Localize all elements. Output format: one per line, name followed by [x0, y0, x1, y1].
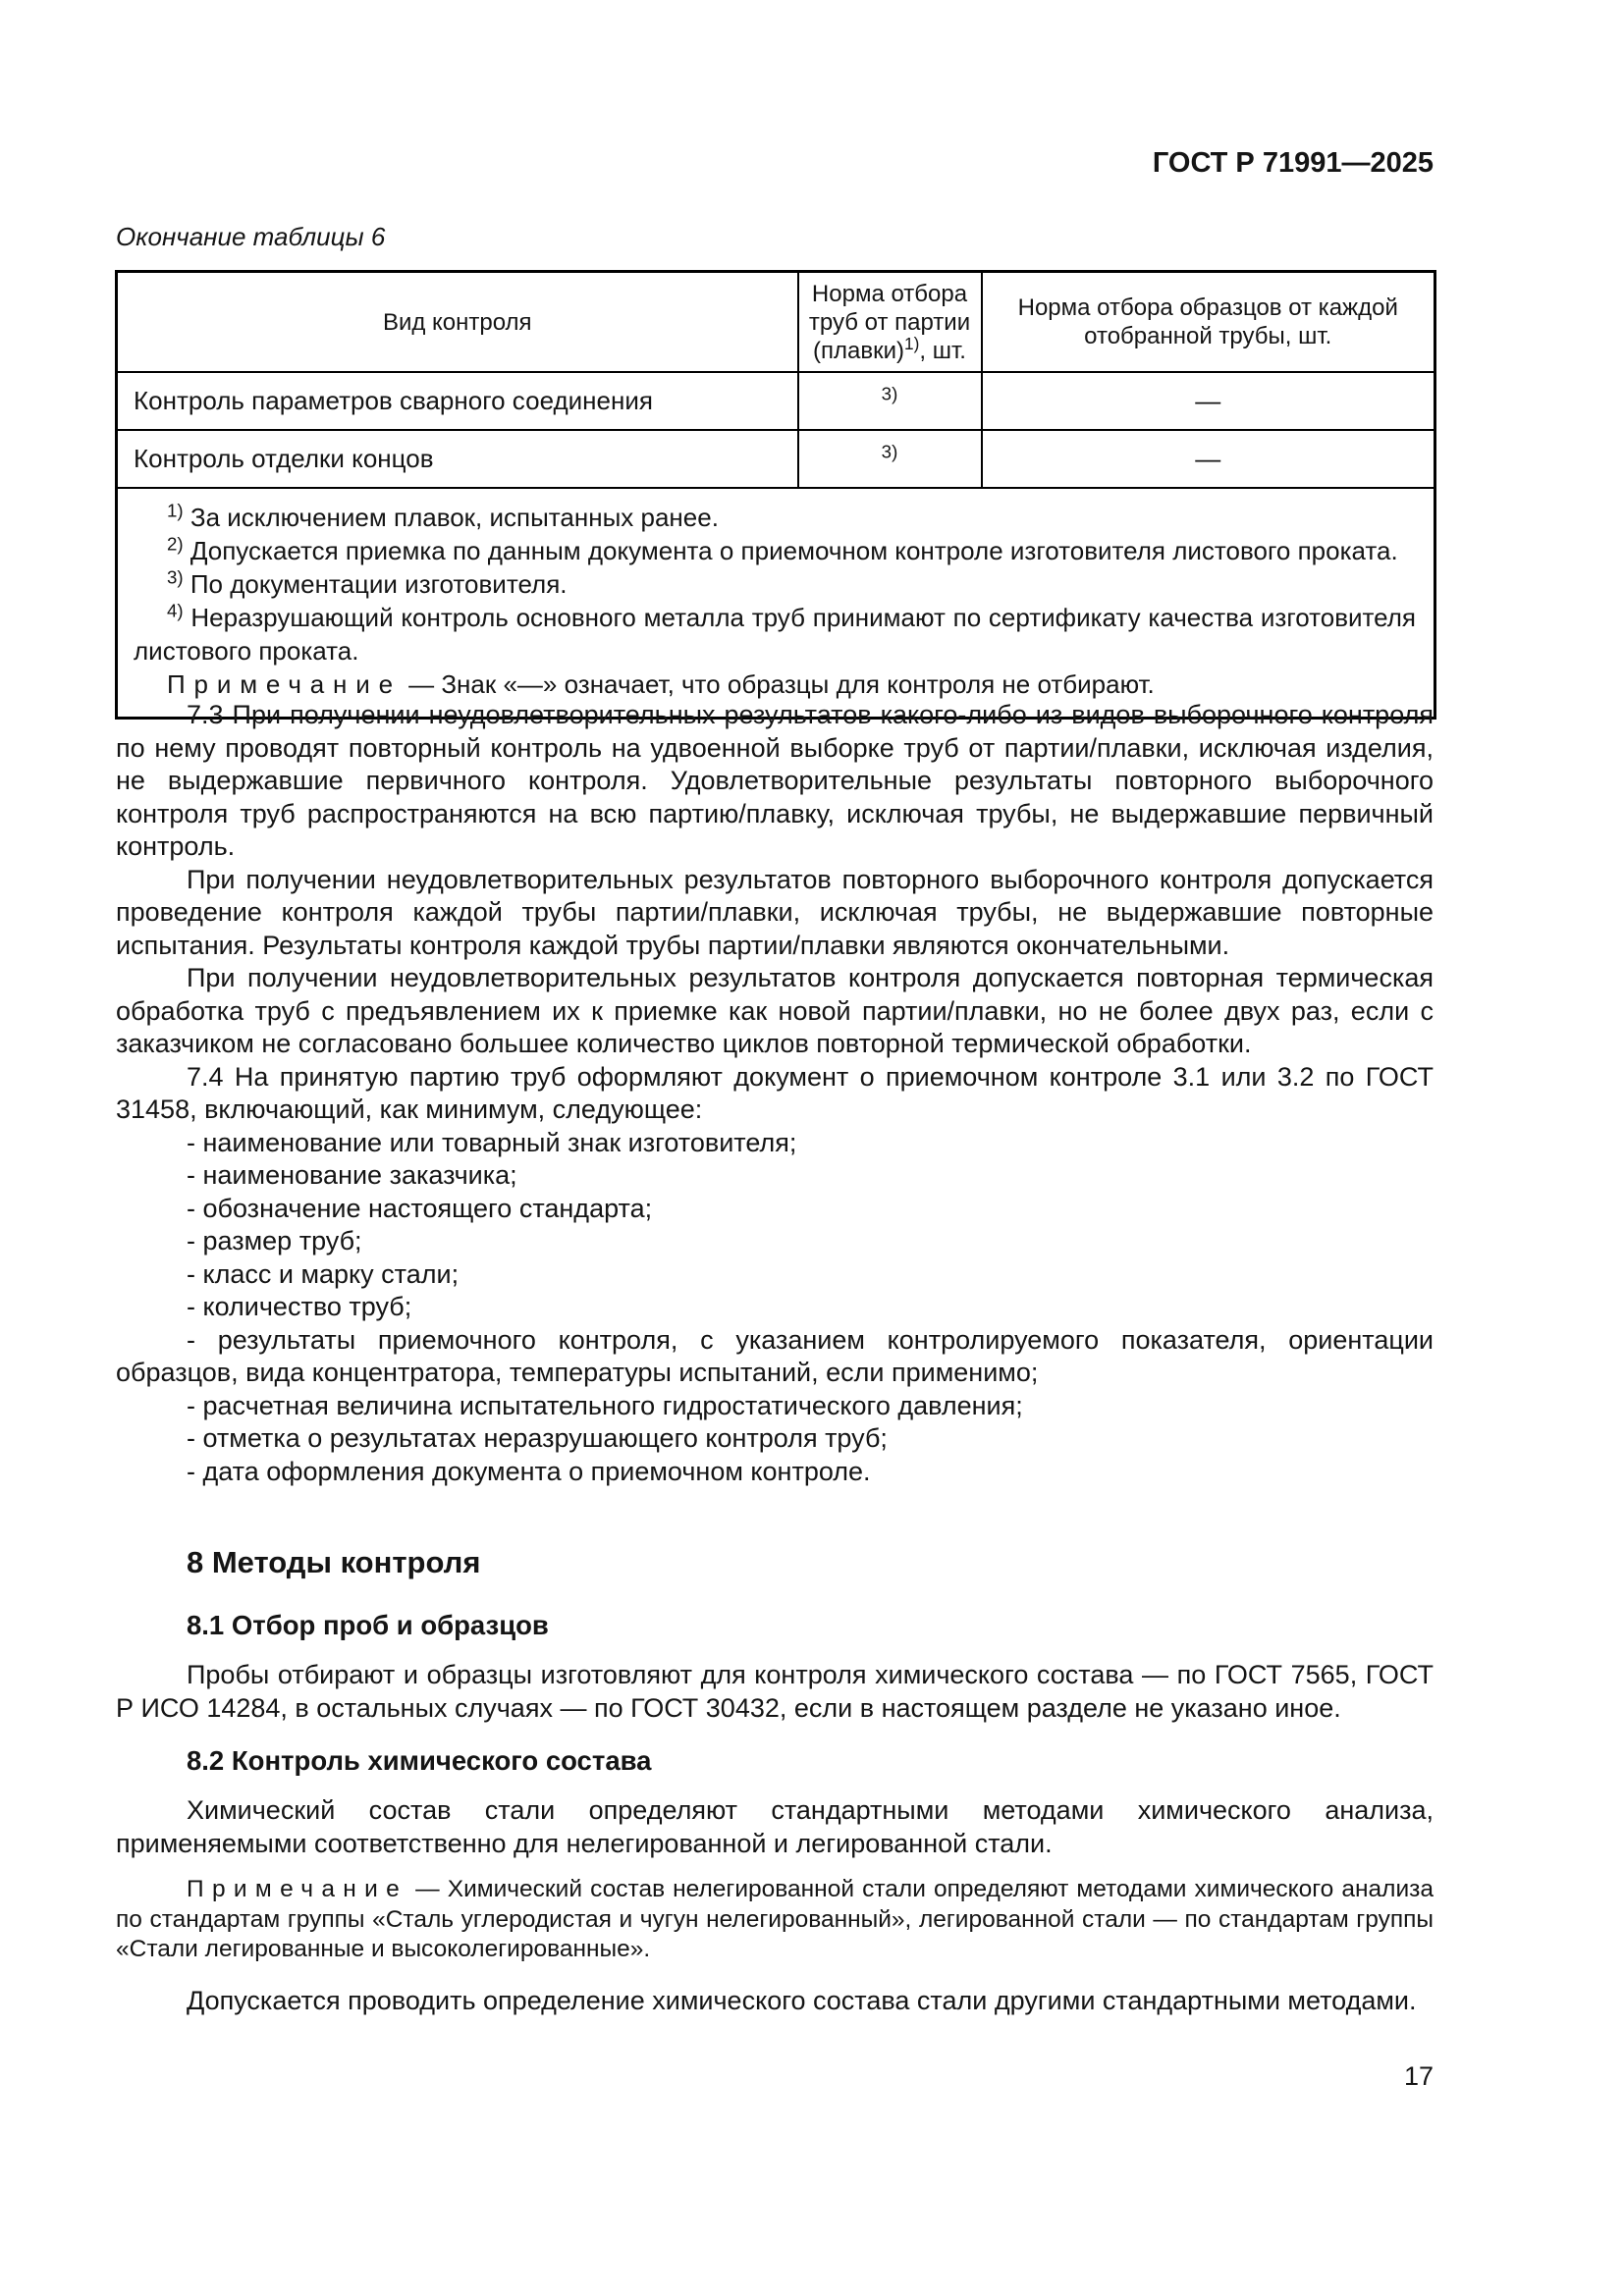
- list-item: - количество труб;: [187, 1292, 412, 1321]
- table-head: [117, 272, 1435, 373]
- section-8-2-heading: 8.2 Контроль химического состава: [187, 1745, 652, 1776]
- footnote-marker: 4): [167, 600, 184, 621]
- col-header-kind: Вид контроля: [117, 272, 798, 373]
- footnote-2: $^{2)}$ Допускается приемка по данным документа о приемочном контроле изготовителя листового проката.: [167, 533, 1398, 565]
- cell-batch-norm: [798, 430, 982, 488]
- cell-batch-norm: [798, 372, 982, 430]
- cell-sample-norm: —: [982, 372, 1435, 430]
- table-footnotes: [117, 488, 1435, 719]
- footnote-ref-3: 3): [881, 441, 898, 462]
- section-8-2-note: Примечание — Химический состав нелегированной стали определяют методами химического анализа по стандартам группы «Сталь углеродистая и чугун нелегированный», легированной стали — по стандартам группы «Стали легированные и высоколегированные».: [116, 1876, 1434, 1962]
- paragraph-7-4: 7.4 На принятую партию труб оформляют документ о приемочном контроле 3.1 или 3.2 по ГОСТ 31458, включающий, как минимум, следующее:: [116, 1061, 1434, 1124]
- paragraph-7-3-cont: При получении неудовлетворительных результатов повторного выборочного контроля допускается проведение контроля каждой трубы партии/плавки, исключая трубы, не выдержавшие повторные испытания. Результаты контроля каждой трубы партии/плавки являются окончательными.: [116, 864, 1434, 960]
- note-label: Примечание: [167, 669, 402, 699]
- footnote-marker: 2): [167, 533, 184, 555]
- list-item: - отметка о результатах неразрушающего контроля труб;: [187, 1423, 888, 1453]
- list-item: - обозначение настоящего стандарта;: [187, 1193, 653, 1223]
- col-header-sample-norm: Норма отбора образцов от каждой отобранной трубы, шт.: [982, 272, 1435, 373]
- cell-kind: Контроль параметров сварного соединения: [117, 372, 798, 430]
- list-item: - наименование или товарный знак изготовителя;: [187, 1127, 797, 1157]
- list-item: - класс и марку стали;: [187, 1258, 460, 1289]
- table-note: Примечание — Знак «—» означает, что образцы для контроля не отбирают.: [167, 669, 1155, 699]
- list-item: - расчетная величина испытательного гидростатического давления;: [187, 1390, 1023, 1420]
- section-8-heading: 8 Методы контроля: [187, 1545, 481, 1579]
- footnote-marker: 3): [167, 566, 184, 588]
- footnote-ref-1: 1): [904, 333, 920, 353]
- list-item: - дата оформления документа о приемочном контроле.: [187, 1456, 871, 1486]
- table-row: [117, 372, 1435, 430]
- paragraph-7-3: 7.3 При получении неудовлетворительных результатов какого-либо из видов выборочного контроля по нему проводят повторный контроль на удвоенной выборке труб от партии/плавки, исключая изделия, не выдержавшие первичного контроля. Удовлетворительные результаты повторного выборочного контроля труб распространяются на всю партию/плавку, исключая трубы, не выдержавшие первичный контроль.: [116, 700, 1434, 861]
- cell-sample-norm: —: [982, 430, 1435, 488]
- page-number: 17: [1403, 2061, 1434, 2091]
- footnote-ref-3: 3): [881, 383, 898, 404]
- footnote-4: $^{4)}$ Неразрушающий контроль основного металла труб принимают по сертификату качества изготовителя листового проката.: [134, 600, 1416, 666]
- cell-kind: Контроль отделки концов: [117, 430, 798, 488]
- footnote-3: $^{3)}$ По документации изготовителя.: [167, 566, 568, 599]
- footnote-marker: 1): [167, 500, 184, 521]
- col-header-batch-norm: Норма отбора труб от партии (плавки)$^{1)}$, шт.: [798, 272, 982, 373]
- document-code-header: ГОСТ Р 71991—2025: [1152, 147, 1434, 179]
- paragraph-8-2-final: Допускается проводить определение химического состава стали другими стандартными методами.: [187, 1986, 1417, 2015]
- list-item: - наименование заказчика;: [187, 1160, 517, 1190]
- section-8-1-heading: 8.1 Отбор проб и образцов: [187, 1610, 549, 1640]
- inspection-norms-table: [115, 270, 1436, 720]
- paragraph-8-1: Пробы отбирают и образцы изготовляют для контроля химического состава — по ГОСТ 7565, ГОСТ Р ИСО 14284, в остальных случаях — по ГОСТ 30432, если в настоящем разделе не указано иное.: [116, 1660, 1434, 1723]
- table-continuation-caption: Окончание таблицы 6: [116, 222, 386, 251]
- list-item: - размер труб;: [187, 1226, 362, 1255]
- footnote-1: $^{1)}$ За исключением плавок, испытанных ранее.: [167, 500, 719, 532]
- table-row: [117, 430, 1435, 488]
- list-item: - результаты приемочного контроля, с указанием контролируемого показателя, ориентации образцов, вида концентратора, температуры испытаний, если применимо;: [116, 1324, 1434, 1387]
- note-label: Примечание: [187, 1876, 408, 1902]
- section-7-body: [116, 699, 1434, 1488]
- paragraph-7-3-cont2: При получении неудовлетворительных результатов контроля допускается повторная термическая обработка труб с предъявлением их к приемке как новой партии/плавки, но не более двух раз, если с заказчиком не согласовано большее количество циклов повторной термической обработки.: [116, 963, 1434, 1058]
- paragraph-8-2: Химический состав стали определяют стандартными методами химического анализа, применяемыми соответственно для нелегированной и легированной стали.: [116, 1795, 1434, 1858]
- table-body: [117, 372, 1435, 488]
